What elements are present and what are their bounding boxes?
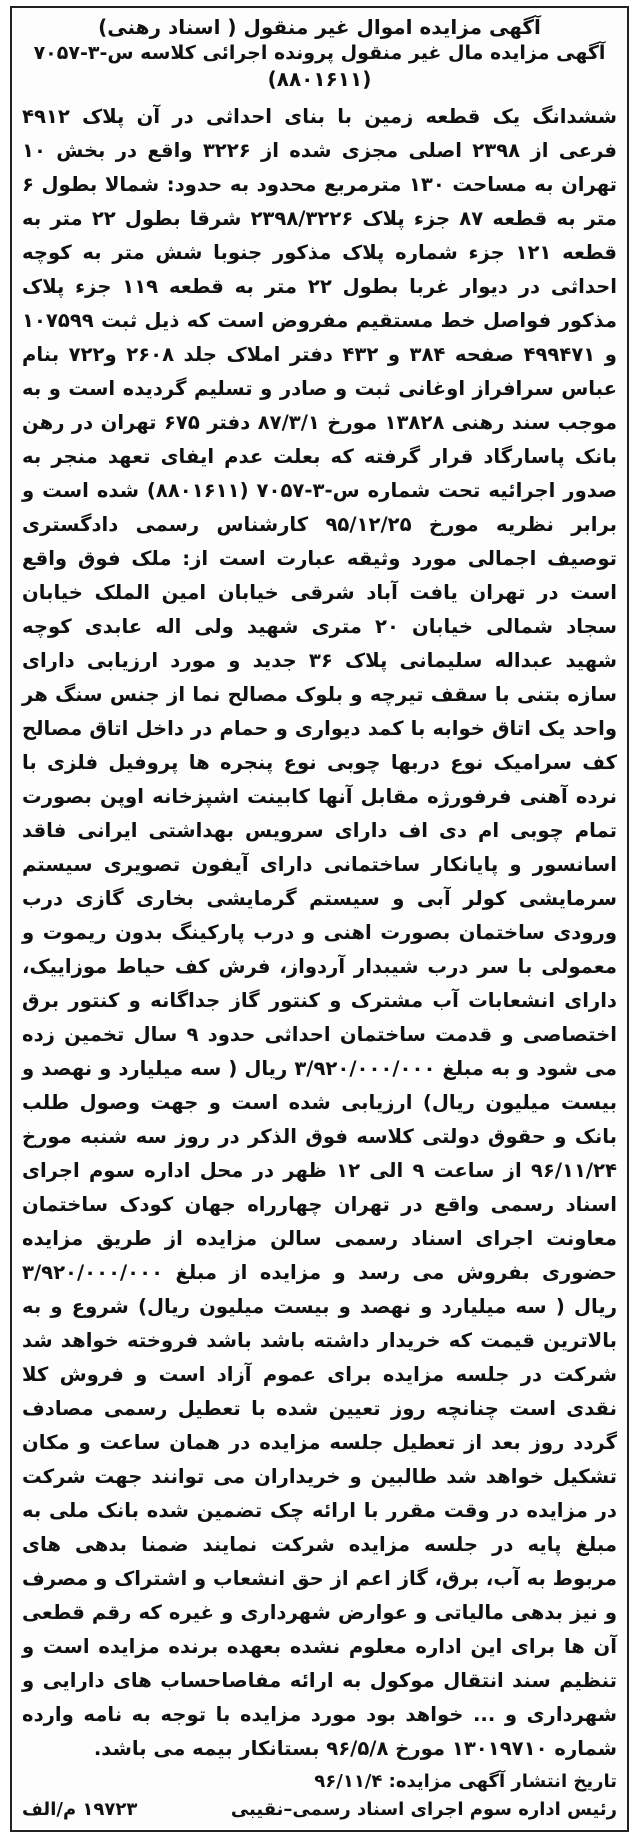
case-number: (۸۸۰۱۶۱۱) (267, 67, 372, 91)
auction-notice (10, 6, 629, 1832)
notice-title: آگهی مزایده اموال غیر منقول ( اسناد رهنی) (98, 15, 541, 39)
notice-body (22, 100, 617, 1766)
publish-date: تاریخ انتشار آگهی مزایده: ۹۶/۱۱/۴ (314, 1771, 617, 1792)
notice-code: ۱۹۷۲۳ م/الف (22, 1799, 138, 1820)
notice-subtitle: آگهی مزایده مال غیر منقول پرونده اجرائی کلاسه س-۳-۷۰۵۷ (33, 42, 606, 64)
signer: رئیس اداره سوم اجرای اسناد رسمی–نقیبی (230, 1799, 617, 1820)
footer-row (22, 1796, 617, 1824)
body-paragraph: ششدانگ یک قطعه زمین با بنای احداثی در آن پلاک ۴۹۱۲ فرعی از ۲۳۹۸ اصلی مجزی شده از ۳۲۲۶ واقع در بخش ۱۰ تهران به مساحت ۱۳۰ مترمربع محدود به حدود: شمالا بطول ۶ متر به قطعه ۸۷ جزء پلاک ۲۳۹۸/۳۲۲۶ شرقا بطول ۲۲ متر به قطعه ۱۲۱ جزء شماره پلاک مذکور جنوبا شش متر به کوچه احداثی در دیوار غربا بطول ۲۲ متر به قطعه ۱۱۹ جزء پلاک مذکور فواصل خط مستقیم مفروض است که ذیل ثبت ۱۰۷۵۹۹ و ۴۹۹۴۷۱ صفحه ۳۸۴ و ۴۳۲ دفتر املاک جلد ۲۶۰۸ و۷۲۲ بنام عباس سرافراز اوغانی ثبت و صادر و تسلیم گردیده است و به موجب سند رهنی ۱۳۸۲۸ مورخ ۸۷/۳/۱ دفتر ۶۷۵ تهران در رهن بانک پاسارگاد قرار گرفته که بعلت عدم ایفای تعهد منجر به صدور اجرائیه تحت شماره س-۳-۷۰۵۷ (۸۸۰۱۶۱۱) شده است و برابر نظریه مورخ ۹۵/۱۲/۲۵ کارشناس رسمی دادگستری توصیف اجمالی مورد وثیقه عبارت است از: ملک فوق واقع است در تهران یافت آباد شرقی خیابان امین الملک خیابان سجاد شمالی خیابان ۲۰ متری شهید ولی اله عابدی کوچه شهید عبداله سلیمانی پلاک ۳۶ جدید و مورد ارزیابی دارای سازه بتنی با سقف تیرچه و بلوک مصالح نما از جنس سنگ هر واحد یک اتاق خوابه با کمد دیواری و حمام در داخل اتاق مصالح کف سرامیک نوع دربها چوبی نوع پنجره ها پروفیل فلزی با نرده آهنی فرفورژه مقابل آنها کابینت اشپزخانه اوپن بصورت تمام چوبی ام دی اف دارای سرویس بهداشتی ایرانی فاقد اسانسور و پایانکار ساختمانی دارای آیفون تصویری سیستم سرمایشی کولر آبی و سیستم گرمایشی بخاری گازی درب ورودی ساختمان بصورت اهنی و درب پارکینگ بدون ریموت و معمولی با سر درب شیبدار آردواز، فرش کف حیاط موزاییک، دارای انشعابات آب مشترک و کنتور گاز جداگانه و کنتور برق اختصاصی و قدمت ساختمان احداثی حدود ۹ سال تخمین زده می شود و به مبلغ ۳/۹۲۰/۰۰۰/۰۰۰ ریال ( سه میلیارد و نهصد و بیست میلیون ریال) ارزیابی شده است و جهت وصول طلب بانک و حقوق دولتی کلاسه فوق الذکر در روز سه شنبه مورخ ۹۶/۱۱/۲۴ از ساعت ۹ الی ۱۲ ظهر در محل اداره سوم اجرای اسناد رسمی واقع در تهران چهارراه جهان کودک ساختمان معاونت اجرای اسناد رسمی سالن مزایده از طریق مزایده حضوری بفروش می رسد و مزایده از مبلغ ۳/۹۲۰/۰۰۰/۰۰۰ ریال ( سه میلیارد و نهصد و بیست میلیون ریال) شروع و به بالاترین قیمت که خریدار داشته باشد باشد فروخته خواهد شد شرکت در جلسه مزایده برای عموم آزاد است و فروش کلا نقدی است چنانچه روز تعیین شده با تعطیل رسمی مصادف گردد روز بعد از تعطیل جلسه مزایده در همان ساعت و مکان تشکیل خواهد شد طالبین و خریداران می توانند جهت شرکت در مزایده در وقت مقرر با ارائه چک تضمین شده بانک ملی به مبلغ پایه در جلسه مزایده شرکت نمایند ضمنا بدهی های مربوط به آب، برق، گاز اعم از حق انشعاب و اشتراک و مصرف و نیز بدهی مالیاتی و عوارض شهرداری و غیره که رقم قطعی آن ها برای این اداره معلوم نشده بعهده برنده مزایده است و تنظیم سند انتقال موکول به ارائه مفاصاحساب های دارایی و شهرداری و ... خواهد بود مورد مزایده با توجه به نامه وارده شماره ۱۳۰۱۹۷۱۰ مورخ ۹۶/۵/۸ بستانکار بیمه می باشد. (22, 105, 618, 1760)
